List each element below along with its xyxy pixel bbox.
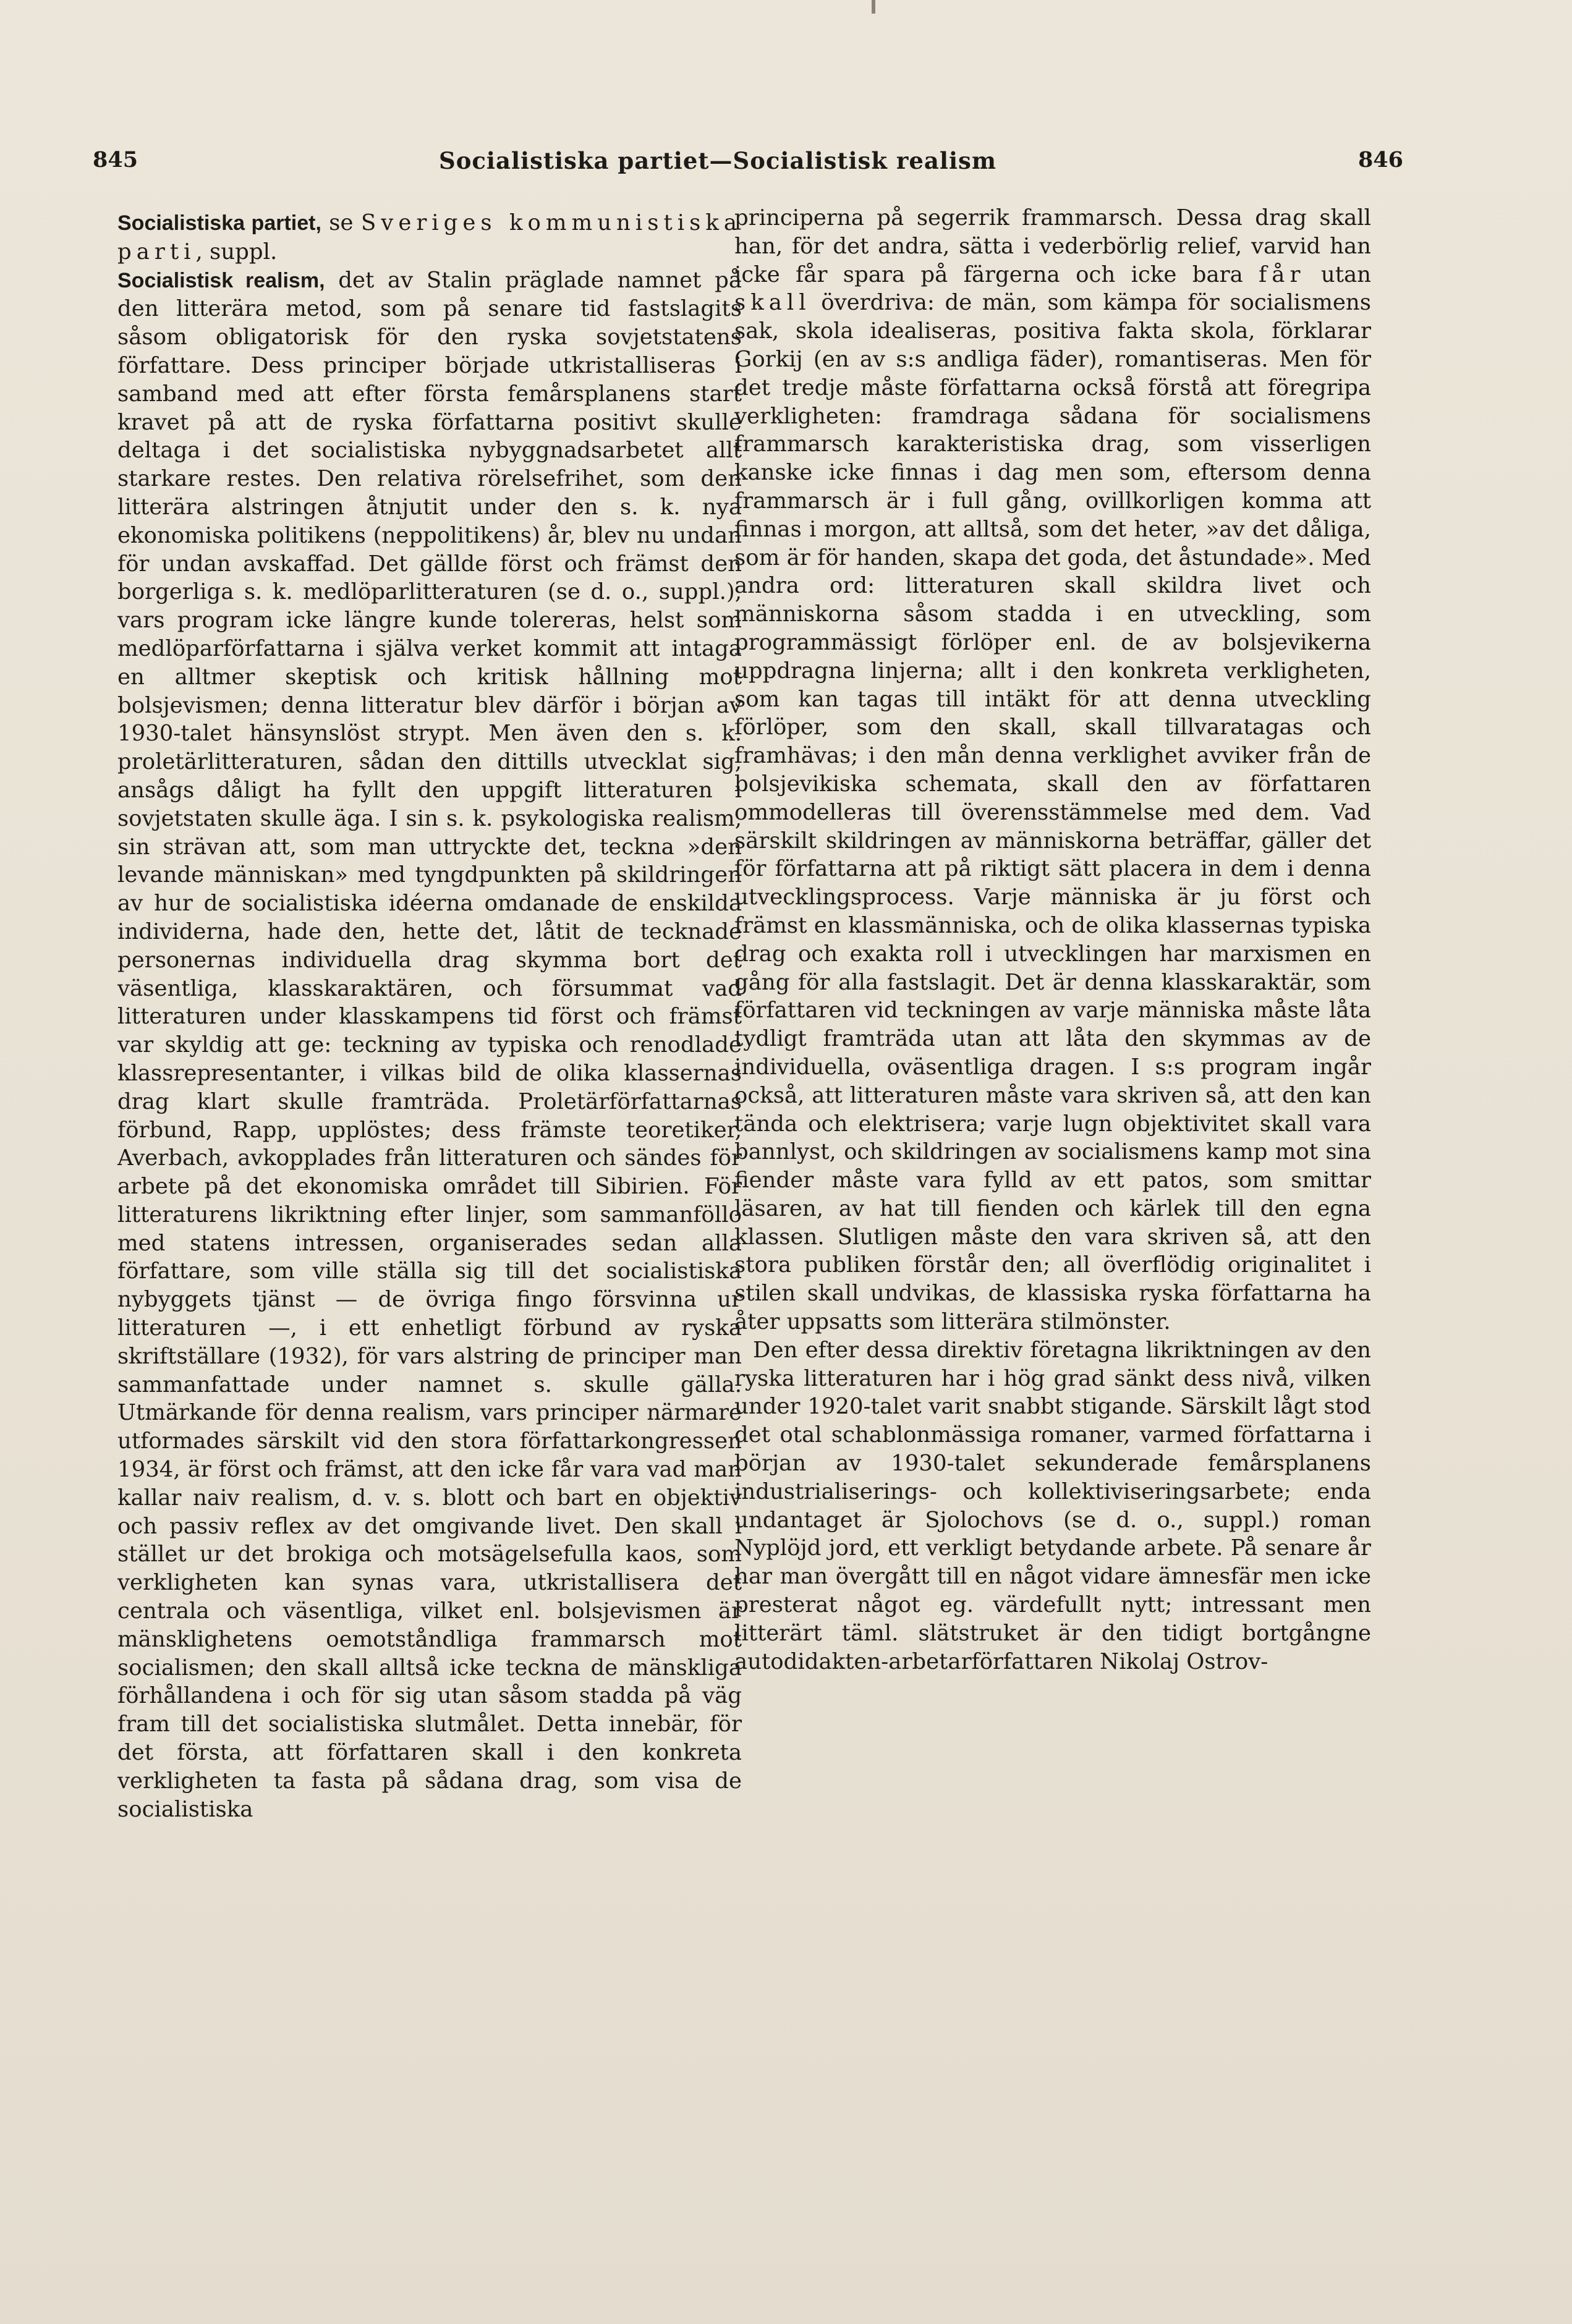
entry-socialistisk-realism bbox=[117, 266, 742, 1824]
entry-socialistiska-partiet bbox=[117, 209, 742, 266]
entry-body-text: det av Stalin präglade namnet på den litterära metod, som på senare tid fastslagits såsom obligatorisk för den ryska sovjetstatens författare. Dess principer började utkristalliseras i samband med att efter första femårsplanens start kravet på att de ryska författarna positivt skulle deltaga i det socialistiska nybyggnadsarbetet allt starkare restes. Den relativa rörelsefrihet, som den litterära alstringen åtnjutit under den s. k. nya ekonomiska politikens (neppolitikens) år, blev nu undan för undan avskaffad. Det gällde först och främst den borgerliga s. k. medlöparlitteraturen (se d. o., suppl.), vars program icke längre kunde tolereras, helst som medlöparförfattarna i själva verket kommit att intaga en alltmer skeptisk och kritisk hållning mot bolsjevismen; denna litteratur blev därför i början av 1930-talet hänsynslöst strypt. Men även den s. k. proletärlitteraturen, sådan den dittills utvecklat sig, ansågs dåligt ha fyllt den uppgift litteraturen i sovjetstaten skulle äga. I sin s. k. psykologiska realism, sin strävan att, som man uttryckte det, teckna »den levande människan» med tyngdpunkten på skildringen av hur de socialistiska idéerna omdanade de enskilda individerna, hade den, hette det, låtit de tecknade personernas individuella drag skymma bort det väsentliga, klasskaraktären, och försummat vad litteraturen under klasskampens tid först och främst var skyldig att ge: teckning av typiska och renodlade klassrepresentanter, i vilkas bild de olika klassernas drag klart skulle framträda. Proletärförfattarnas förbund, Rapp, upplöstes; dess främste teoretiker, Averbach, avkopplades från litteraturen och sändes för arbete på det ekonomiska området till Sibirien. För litteraturens likriktning efter linjer, som sammanföllo med statens intressen, organiserades sedan alla författare, som ville ställa sig till det socialistiska nybyggets tjänst — de övriga fingo försvinna ur litteraturen —, i ett enhetligt förbund av ryska skriftställare (1932), för vars alstring de principer man sammanfattade under namnet s. skulle gälla. Utmärkande för denna realism, vars principer närmare utformades särskilt vid den stora författarkongressen 1934, är först och främst, att den icke får vara vad man kallar naiv realism, d. v. s. blott och bart en objektiv och passiv reflex av det omgivande livet. Den skall i stället ur det brokiga och motsägelsefulla kaos, som verkligheten kan synas vara, utkristallisera det centrala och väsentliga, vilket enl. bolsjevismen är mänsklighetens oemotståndliga frammarsch mot socialismen; den skall alltså icke teckna de mänskliga förhållandena i och för sig utan såsom stadda på väg fram till det socialistiska slutmålet. Detta innebär, för det första, att författaren skall i den konkreta verkligheten ta fasta på sådana drag, som visa de socialistiska bbox=[117, 267, 742, 1822]
paragraph: Den efter dessa direktiv företagna likriktningen av den ryska litteraturen har i hög grad sänkt dess nivå, vilken under 1920-talet varit snabbt stigande. Särskilt lågt stod det otal schablonmässiga romaner, varmed författarna i början av 1930-talet sekunderade femårsplanens industrialiserings- och kollektiviseringsarbete; enda undantaget är Sjolochovs (se d. o., suppl.) roman Nyplöjd jord, ett verkligt betydande arbete. På senare år har man övergått till en något vidare ämnesfär men icke presterat något eg. värdefullt nytt; intressant men litterärt täml. slätstruket är den tidigt bortgångne autodidakten-arbetarförfattaren Nikolaj Ostrov- bbox=[734, 1337, 1371, 1674]
emphasis-text: skall bbox=[734, 290, 811, 316]
entry-see-text: se bbox=[321, 210, 361, 235]
emphasis-text: får bbox=[1259, 261, 1306, 287]
left-column bbox=[117, 209, 742, 1823]
entry-headword: Socialistisk realism, bbox=[117, 268, 325, 292]
paragraph-text: utan bbox=[1305, 261, 1371, 287]
page-number-left: 845 bbox=[93, 147, 138, 172]
paragraph-text: överdriva: de män, som kämpa för socialismens sak, skola idealiseras, positiva fakta skola, förklarar Gorkij (en av s:s andliga fäder), romantiseras. Men för det tredje måste författarna också förstå att föregripa verkligheten: framdraga sådana för socialismens frammarsch karakteristiska drag, som visserligen kanske icke finnas i dag men som, eftersom denna frammarsch är i full gång, ovillkorligen komma att finnas i morgon, att alltså, som det heter, »av det dåliga, som är för handen, skapa det goda, det åstundade». Med andra ord: litteraturen skall skildra livet och människorna såsom stadda i en utveckling, som programmässigt förlöper enl. de av bolsjevikerna uppdragna linjerna; allt i den konkreta verkligheten, som kan tagas till intäkt för att denna utveckling förlöper, som den skall, skall tillvaratagas och framhävas; i den mån denna verklighet avviker från de bolsjevikiska schemata, skall den av författaren ommodelleras till överensstämmelse med dem. Vad särskilt skildringen av människorna beträffar, gäller det för författarna att på riktigt sätt placera in dem i denna utvecklingsprocess. Varje människa är ju först och främst en klassmänniska, och de olika klassernas typiska drag och exakta roll i utvecklingen har marxismen en gång för alla fastslagit. Det är denna klasskaraktär, som författaren vid teckningen av varje människa måste låta tydligt framträda utan att låta den skymmas av de individuella, oväsentliga dragen. I s:s program ingår också, att litteraturen måste vara skriven så, att den kan tända och elektrisera; varje lugn objektivitet skall vara bannlyst, och skildringen av socialismens kamp mot sina fiender måste vara fylld av ett patos, som smittar läsaren, av hat till fienden och kärlek till den egna klassen. Slutligen måste den vara skriven så, att den stora publiken förstår den; all överflödig originalitet i stilen skall undvikas, de klassiska ryska författarna ha åter uppsatts som litterära stilmönster. bbox=[734, 290, 1371, 1335]
paper-speck bbox=[872, 0, 875, 14]
running-header bbox=[93, 147, 1403, 184]
entry-suppl: , suppl. bbox=[195, 239, 278, 265]
page-number-right: 846 bbox=[1357, 147, 1403, 172]
entry-cross-reference: Sveriges kommunistiska parti bbox=[117, 210, 742, 265]
paragraph-continued bbox=[734, 204, 1371, 1336]
entry-headword: Socialistiska partiet, bbox=[117, 211, 321, 235]
running-title: Socialistiska partiet—Socialistisk realism bbox=[439, 147, 996, 174]
paragraph-text: principerna på segerrik frammarsch. Dessa drag skall han, för det andra, sätta i vederbörlig relief, varvid han icke får spara på färgerna och icke bara bbox=[734, 205, 1371, 287]
right-column bbox=[734, 204, 1371, 1676]
